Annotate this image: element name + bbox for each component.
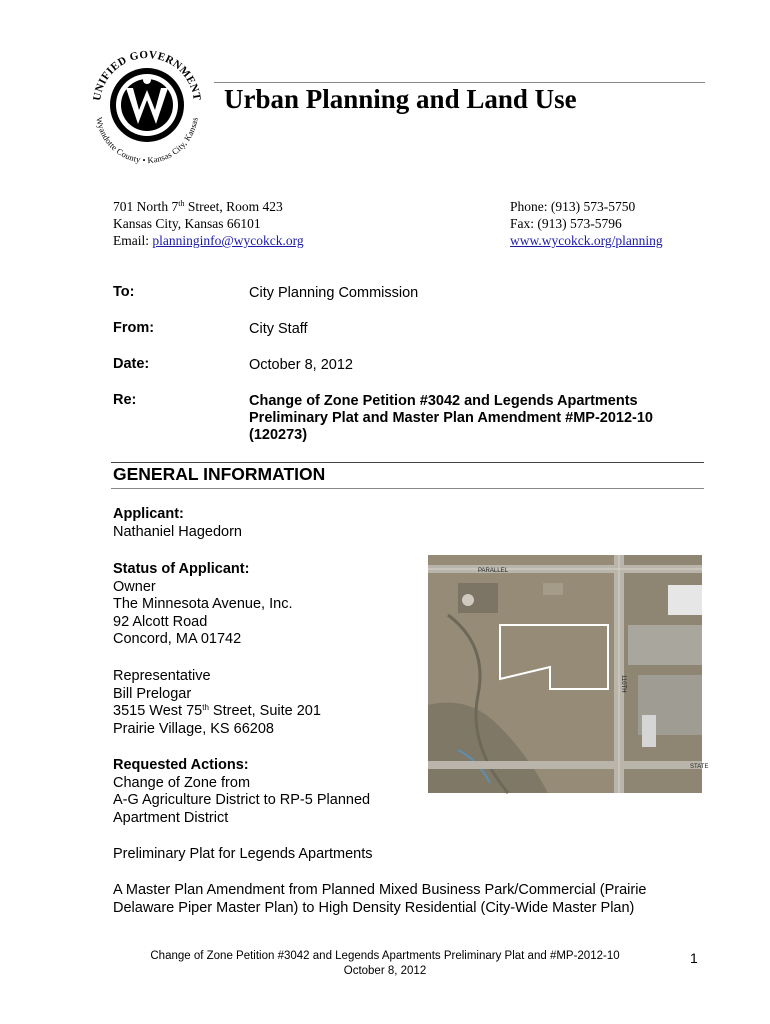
status-block	[113, 561, 293, 649]
unified-government-seal-logo	[82, 40, 212, 170]
re-label: Re:	[113, 392, 137, 408]
requested-action-line: Apartment District	[113, 809, 229, 826]
from-label: From:	[113, 320, 155, 336]
fax-line: Fax: (913) 573-5796	[510, 216, 622, 231]
section-top-rule	[111, 462, 704, 463]
status-line: Concord, MA 01742	[113, 631, 242, 647]
status-line: 92 Alcott Road	[113, 613, 208, 630]
re-line-1: Change of Zone Petition #3042 and Legends Apartments	[249, 393, 638, 409]
to-label: To:	[113, 284, 135, 300]
footer-line-1: Change of Zone Petition #3042 and Legends Apartments Preliminary Plat and #MP-2012-10	[150, 950, 620, 962]
website-link[interactable]: www.wycokck.org/planning	[510, 233, 663, 248]
date-value: October 8, 2012	[249, 357, 353, 373]
representative-address: 3515 West 75th Street, Suite 201	[113, 703, 321, 719]
page-number: 1	[690, 950, 698, 966]
status-line: Owner	[113, 578, 156, 595]
requested-actions-heading: Requested Actions:	[113, 757, 249, 773]
master-plan-amendment	[113, 882, 646, 917]
road-label-parallel: PARALLEL	[478, 568, 508, 574]
section-bottom-rule	[111, 488, 704, 489]
master-plan-line-1: A Master Plan Amendment from Planned Mixed Business Park/Commercial (Prairie	[113, 882, 647, 898]
requested-actions-block	[113, 757, 370, 827]
from-value: City Staff	[249, 321, 308, 337]
svg-text:UNIFIED GOVERNMENT: UNIFIED GOVERNMENT	[91, 48, 203, 102]
applicant-block	[113, 506, 242, 541]
address-line-1: 701 North 7th Street, Room 423	[113, 199, 283, 214]
preliminary-plat-line: Preliminary Plat for Legends Apartments	[113, 846, 373, 862]
footer-line-2: October 8, 2012	[343, 965, 427, 977]
phone-line: Phone: (913) 573-5750	[510, 199, 636, 214]
requested-action-line: A-G Agriculture District to RP-5 Planned	[113, 792, 371, 808]
applicant-heading: Applicant:	[113, 506, 184, 522]
road-label-state: STATE	[690, 764, 709, 770]
page-title: Urban Planning and Land Use	[224, 84, 577, 114]
representative-block	[113, 668, 321, 738]
road-label-110th: 110TH	[620, 675, 626, 693]
status-heading: Status of Applicant:	[113, 561, 250, 577]
re-line-3: (120273)	[249, 427, 308, 443]
page-footer	[100, 949, 670, 979]
master-plan-line-2: Delaware Piper Master Plan) to High Density Residential (City-Wide Master Plan)	[113, 899, 635, 916]
svg-text:Wyandotte County • Kansas City: Wyandotte County • Kansas City, Kansas	[94, 116, 200, 166]
status-line: The Minnesota Avenue, Inc.	[113, 596, 293, 612]
to-value: City Planning Commission	[249, 285, 419, 301]
address-line-2: Kansas City, Kansas 66101	[113, 216, 261, 231]
re-line-2: Preliminary Plat and Master Plan Amendment #MP-2012-10	[249, 410, 653, 426]
representative-label: Representative	[113, 668, 211, 684]
title-divider	[214, 82, 705, 83]
representative-name: Bill Prelogar	[113, 685, 192, 702]
applicant-name: Nathaniel Hagedorn	[113, 523, 242, 540]
requested-action-line: Change of Zone from	[113, 774, 251, 791]
re-value	[249, 393, 689, 444]
representative-city: Prairie Village, KS 66208	[113, 720, 274, 737]
email-link[interactable]: planninginfo@wycokck.org	[152, 233, 304, 248]
date-label: Date:	[113, 356, 150, 372]
email-line: Email: planninginfo@wycokck.org	[113, 233, 304, 248]
contact-phone-block	[510, 198, 663, 249]
contact-address-block	[113, 198, 304, 249]
aerial-site-photo	[428, 555, 709, 793]
section-title: GENERAL INFORMATION	[113, 464, 326, 484]
